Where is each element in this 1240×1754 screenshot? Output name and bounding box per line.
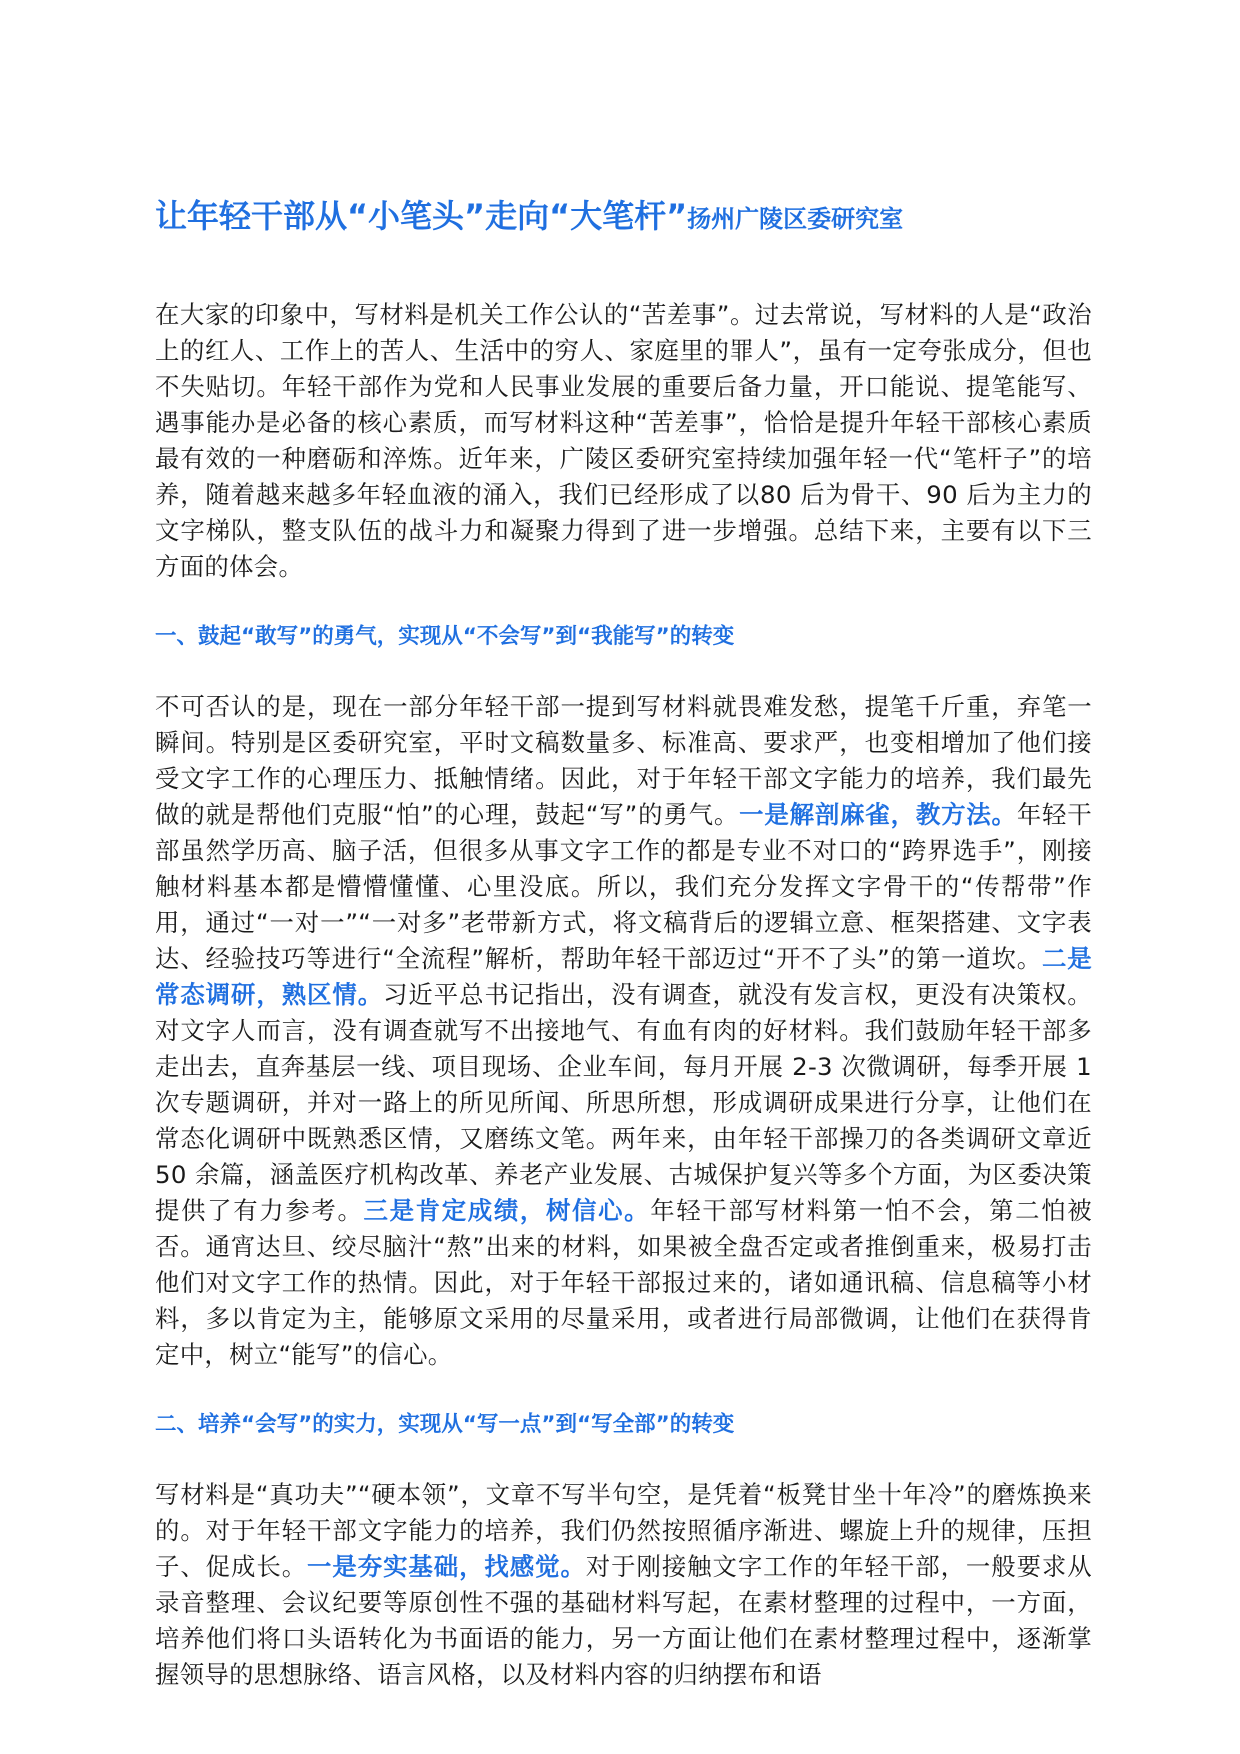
section-1-text-2: 年轻干部虽然学历高、脑子活，但很多从事文字工作的都是专业不对口的“跨界选手”，刚接触材料基本都是懵懵懂懂、心里没底。所以，我们充分发挥文字骨干的“传帮带”作用，通过“一对一”“一对多”老带新方式，将文稿背后的逻辑立意、框架搭建、文字表达、经验技巧等进行“全流程”解析，帮助年轻干部迈过“开不了头”的第一道坎。 <box>155 800 1092 973</box>
section-2-text-2: 对于刚接触文字工作的年轻干部，一般要求从录音整理、会议纪要等原创性不强的基础材料写起，在素材整理的过程中，一方面，培养他们将口头语转化为书面语的能力，另一方面让他们在素材整理过程中，逐渐掌握领导的思想脉络、语言风格，以及材料内容的归纳摆布和语 <box>155 1552 1092 1689</box>
article <box>155 190 1092 1693</box>
section-1-text-4: 年轻干部写材料第一怕不会，第二怕被否。通宵达旦、绞尽脑汁“熬”出来的材料，如果被全盘否定或者推倒重来，极易打击他们对文字工作的热情。因此，对于年轻干部报过来的，诸如通讯稿、信息稿等小材料，多以肯定为主，能够原文采用的尽量采用，或者进行局部微调，让他们在获得肯定中，树立“能写”的信心。 <box>155 1196 1092 1369</box>
section-1-heading: 一、鼓起“敢写”的勇气，实现从“不会写”到“我能写”的转变 <box>155 624 735 649</box>
section-1-highlight-1: 一是解剖麻雀，教方法。 <box>739 800 1017 829</box>
section-2-paragraph <box>155 1477 1092 1693</box>
section-1-paragraph <box>155 689 1092 1373</box>
section-1-text-1: 不可否认的是，现在一部分年轻干部一提到写材料就畏难发愁，提笔千斤重，弃笔一瞬间。特别是区委研究室，平时文稿数量多、标准高、要求严，也变相增加了他们接受文字工作的心理压力、抵触情绪。因此，对于年轻干部文字能力的培养，我们最先做的就是帮他们克服“怕”的心理，鼓起“写”的勇气。 <box>155 692 1092 829</box>
org-name: 扬州广陵区委研究室 <box>687 205 904 233</box>
section-1-highlight-2: 二是常态调研，熟区情。 <box>155 944 1092 1009</box>
article-title <box>155 190 1092 245</box>
intro-paragraph: 在大家的印象中，写材料是机关工作公认的“苦差事”。过去常说，写材料的人是“政治上的红人、工作上的苦人、生活中的穷人、家庭里的罪人”，虽有一定夸张成分，但也不失贴切。年轻干部作为党和人民事业发展的重要后备力量，开口能说、提笔能写、遇事能办是必备的核心素质，而写材料这种“苦差事”，恰恰是提升年轻干部核心素质最有效的一种磨砺和淬炼。近年来，广陵区委研究室持续加强年轻一代“笔杆子”的培养，随着越来越多年轻血液的涌入，我们已经形成了以80 后为骨干、90 后为主力的文字梯队，整支队伍的战斗力和凝聚力得到了进一步增强。总结下来，主要有以下三方面的体会。 <box>155 300 1092 581</box>
section-1-text-3: 习近平总书记指出，没有调查，就没有发言权，更没有决策权。对文字人而言，没有调查就写不出接地气、有血有肉的好材料。我们鼓励年轻干部多走出去，直奔基层一线、项目现场、企业车间，每月开展 2-3 次微调研，每季开展 1 次专题调研，并对一路上的所见所闻、所思所想，形成调研成果进行分享，让他们在常态化调研中既熟悉区情，又磨练文笔。两年来，由年轻干部操刀的各类调研文章近 50 余篇，涵盖医疗机构改革、养老产业发展、古城保护复兴等多个方面，为区委决策提供了有力参考。 <box>155 980 1092 1225</box>
section-2-heading: 二、培养“会写”的实力，实现从“写一点”到“写全部”的转变 <box>155 1412 735 1437</box>
section-2-highlight-1: 一是夯实基础，找感觉。 <box>307 1552 586 1581</box>
section-1-highlight-3: 三是肯定成绩，树信心。 <box>363 1196 651 1225</box>
title-text: 让年轻干部从“小笔头”走向“大笔杆” <box>155 197 688 235</box>
section-2-text-1: 写材料是“真功夫”“硬本领”，文章不写半句空，是凭着“板凳甘坐十年冷”的磨炼换来的。对于年轻干部文字能力的培养，我们仍然按照循序渐进、螺旋上升的规律，压担子、促成长。 <box>155 1480 1092 1581</box>
